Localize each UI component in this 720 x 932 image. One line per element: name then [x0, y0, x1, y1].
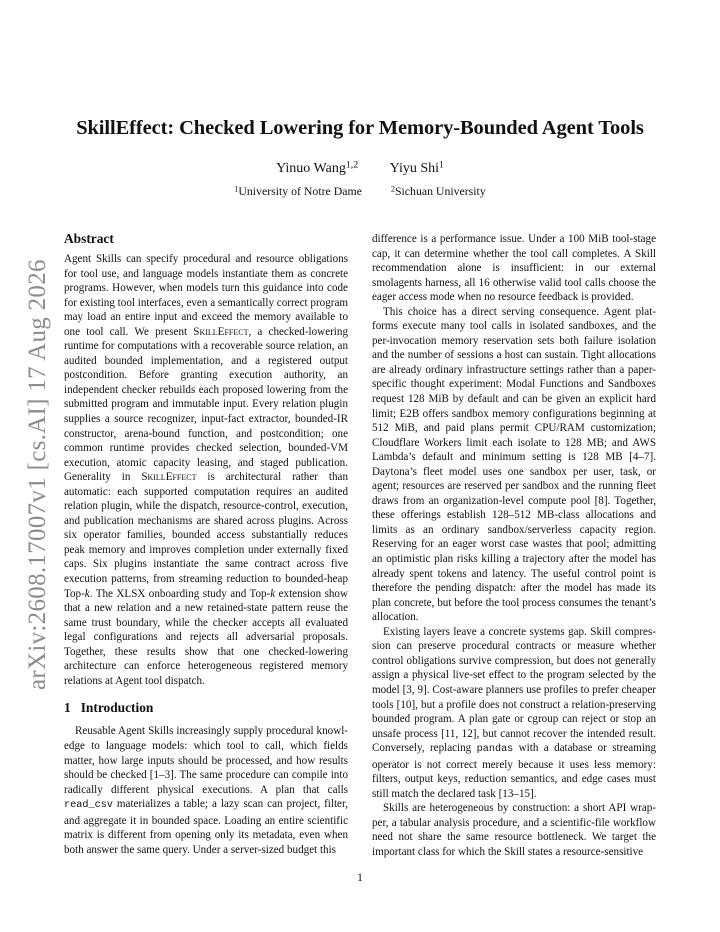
affiliation: $^1$University of Notre Dame [234, 184, 362, 198]
author-list [0, 161, 720, 177]
body-paragraph: Skills are heterogeneous by construction: a short API wrapper, a tabular analysis procedure, and a scientific-file workflow need not share the same resource bottleneck. We target the important class for which the Skill states a resource-sensitive [372, 802, 656, 858]
right-column [372, 232, 656, 860]
affiliation-list [0, 184, 720, 199]
paper-title: SkillEffect: Checked Lowering for Memory-Bounded Agent Tools [76, 117, 644, 139]
abstract-text: Agent Skills can specify procedural and resource obligations for tool use, and language models instantiate them as concrete programs. However, when models turn this guidance into code for existing tool interfaces, even a semantically correct program may load an entire input and exceed the memory available to one tool call. We present SkillEffect, a checked-lowering runtime for computations with a recoverable source relation, an audited bounded implementation, and a registered output postcondition. Before granting execution authority, an independent checker rebuilds each proposed lowering from the submitted program and immutable input. Every relation plugin supplies a source recognizer, input-fact extractor, bounded-IR constructor, arena-bound function, and postcondition; one common runtime provides checked selection, bounded-VM execution, atomic capacity leasing, and staged publication. Generality in SkillEffect is architectural rather than automatic: each supported computation requires an audited relation plugin, while the dispatch, resource-control, execution, and publication mechanisms are shared across plugins. Across six operator families, bounded access substantially reduces peak memory and improves completion under externally fixed caps. Six plugins instantiate the same contract across five execution patterns, from streaming reduction to bounded-heap Top-k. The XLSX onboarding study and Top-k extension show that a new relation and a new retained-state pattern reuse the same trust boundary, while the checker accepts all evaluated legal configurations and rejects all adversarial proposals. Together, these results show that one checked-lowering architecture can enforce heterogeneous registered memory relations at Agent tool dispatch. [64, 253, 348, 687]
introduction-paragraph: Reusable Agent Skills increasingly supply procedural knowledge to language models: which tool to call, which fields matter, how large inputs should be processed, and how results should be checked [1–3]. The same procedure can compile into radically different physical executions. A plan that calls read_csv materializes a table; a lazy scan can project, filter, and aggregate it in bounded space. Loading an entire scientific matrix is different from opening only its metadata, even when both answer the same query. Under a server-sized budget this [64, 725, 348, 856]
body-paragraph: difference is a performance issue. Under a 100 MiB tool-stage cap, it can determine whether the tool call completes. A Skill recommendation alone is insufficient: in our external smolagents harness, all 16 otherwise valid tool calls choose the eager access mode when no resource feedback is provided. [372, 233, 656, 304]
abstract-heading: Abstract [64, 231, 114, 246]
body-paragraph: This choice has a direct serving consequence. Agent platforms execute many tool calls in isolated sandboxes, and the per-invocation memory reservation sets both failure isolation and the number of sessions a host can sustain. Tight allocations are already ordinary infrastructure settings rather than a paper-specific thought experiment: Modal Functions and Sandboxes request 128 MiB by default and can be given an explicit hard limit; E2B offers sandbox memory configurations beginning at 512 MiB, and paid plans permit CPU/RAM customization; Cloudflare Workers limit each isolate to 128 MB; and AWS Lambda’s default and minimum setting is 128 MB [4–7]. Daytona’s fleet model uses one sandbox per user, task, or agent; resources are reserved per sandbox and the running fleet draws from an organization-level compute pool [8]. Together, these offerings establish 128–512 MB-class allocations and limits as an ordinary sandbox/serverless capacity region. Reserving for an eager worst case wastes that pool; admitting an optimistic plan risks killing a trajectory after the model has already spent tokens and latency. The useful control point is therefore the pending dispatch: after the model has made its plan concrete, but before the tool process consumes the tenant’s allocation. [372, 305, 656, 624]
author-name: Yiyu Shi$^1$ [389, 159, 444, 176]
introduction-heading: 1 Introduction [64, 700, 154, 716]
page-number: 1 [357, 872, 363, 884]
affiliation: $^2$Sichuan University [390, 184, 486, 198]
left-column [64, 230, 348, 857]
arxiv-identifier-stamp: arXiv:2608.17007v1 [cs.AI] 17 Aug 2026 [24, 259, 51, 690]
body-paragraph: Existing layers leave a concrete systems gap. Skill compression can preserve procedural contracts or measure whether control obligations survive compression, but does not generally assign a physical live-set effect to the program selected by the model [3, 9]. Cost-aware planners use profiles to prefer cheaper tools [10], but a profile does not construct a relation-preserving bounded program. A plan gate or cgroup can reject or stop an unsafe process [11, 12], but cannot recover the intended result. Conversely, replacing pandas with a database or streaming operator is not correct merely because it uses less memory: filters, output keys, reduction semantics, and edge cases must still match the declared task [13–15]. [372, 625, 656, 800]
author-name: Yinuo Wang$^{1,2}$ [276, 159, 359, 176]
